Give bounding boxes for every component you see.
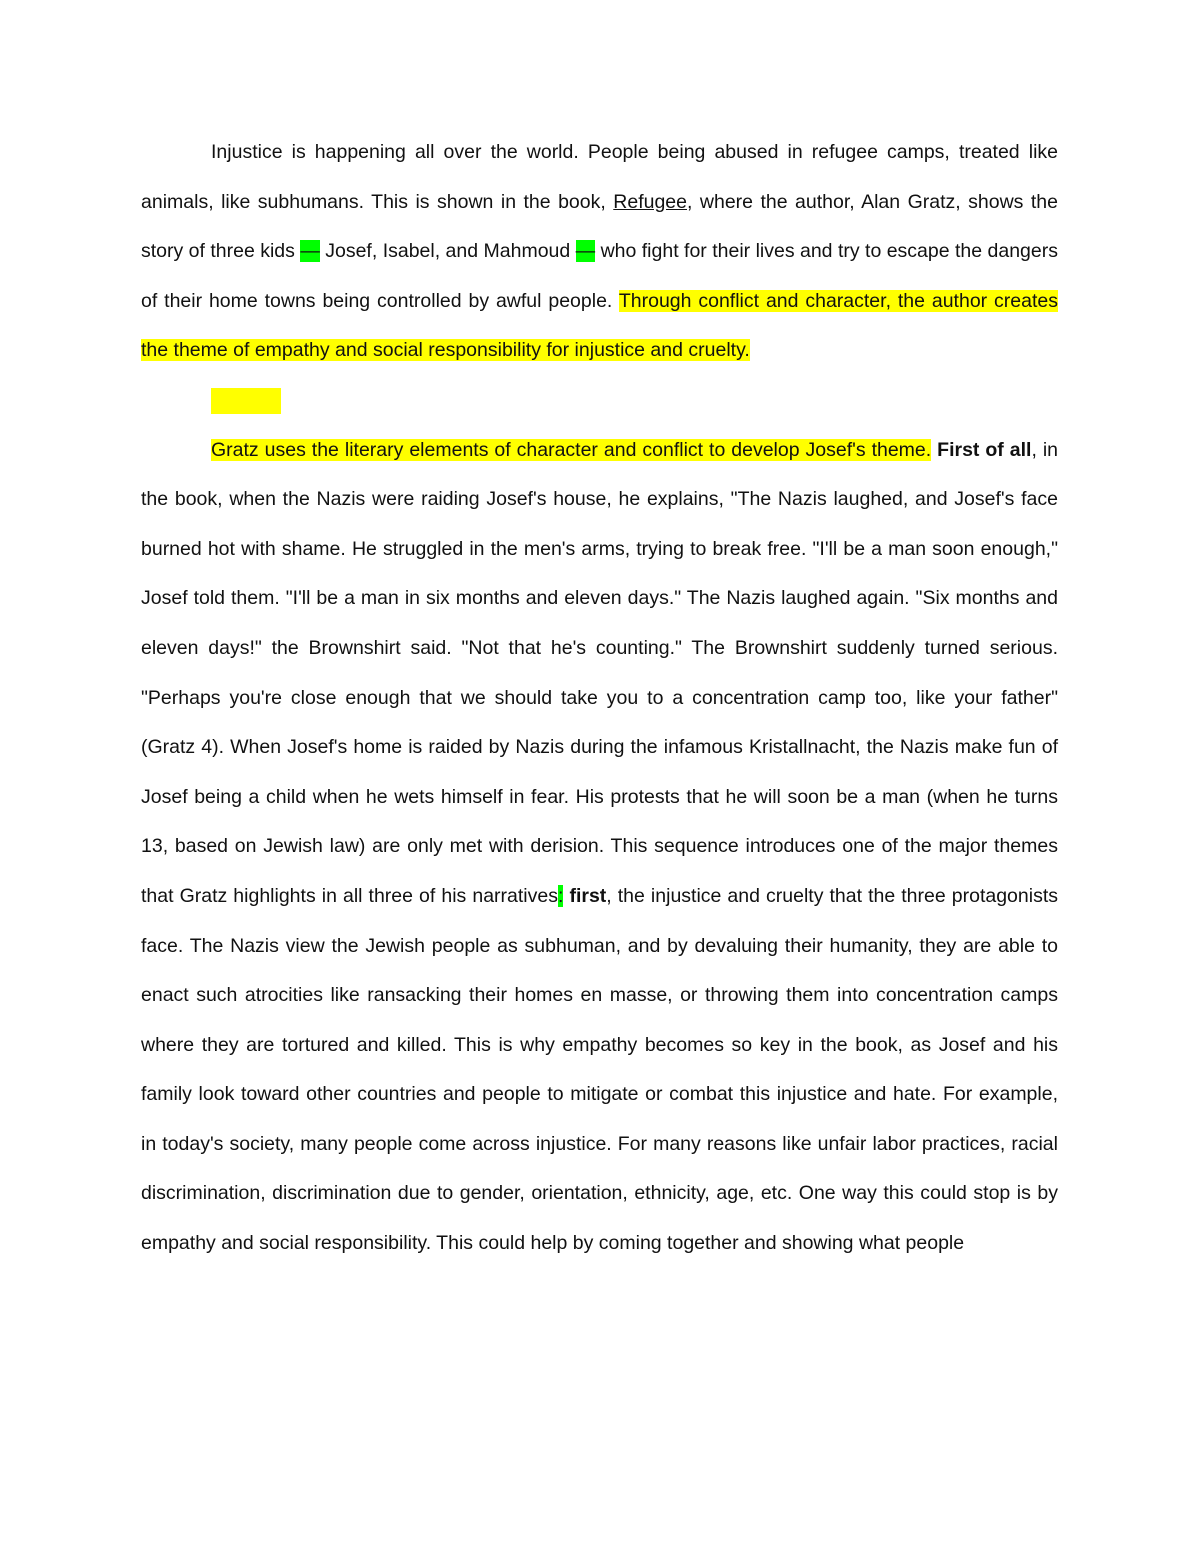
intro-paragraph: Injustice is happening all over the world. People being abused in refugee camps, treated like animals, like subhumans. This is shown in the book, Refugee, where the author, Alan Gratz, shows the story of three kids — Josef, Isabel, and Mahmoud — who fight for their lives and try to escape the dangers of their home towns being controlled by awful people. Through conflict and character, the author creates the theme of empathy and social responsibility for injustice and cruelty. [141, 141, 1058, 362]
body-paragraph: Gratz uses the literary elements of character and conflict to develop Josef's theme. First of all, in the book, when the Nazis were raiding Josef's house, he explains, "The Nazis laughed, and Josef's face burned hot with shame. He struggled in the men's arms, trying to break free. "I'll be a man soon enough," Josef told them. "I'll be a man in six months and eleven days." The Nazis laughed again. "Six months and eleven days!" the Brownshirt said. "Not that he's counting." The Brownshirt suddenly turned serious. "Perhaps you're close enough that we should take you to a concentration camp too, like your father" (Gratz 4). When Josef's home is raided by Nazis during the infamous Kristallnacht, the Nazis make fun of Josef being a child when he wets himself in fear. His protests that he will soon be a man (when he turns 13, based on Jewish law) are only met with derision. This sequence introduces one of the major themes that Gratz highlights in all three of his narratives: first, the injustice and cruelty that the three protagonists face. The Nazis view the Jewish people as subhuman, and by devaluing their humanity, they are able to enact such atrocities like ransacking their homes en masse, or throwing them into concentration camps where they are tortured and killed. This is why empathy becomes so key in the book, as Josef and his family look toward other countries and people to mitigate or combat this injustice and hate. For example, in today's society, many people come across injustice. For many reasons like unfair labor practices, racial discrimination, discrimination due to gender, orientation, ethnicity, age, etc. One way this could stop is by empathy and social responsibility. This could help by coming together and showing what people [141, 438, 1059, 1255]
highlighted-colon: : [557, 884, 564, 907]
book-title: Refugee [613, 190, 687, 213]
transition-first: first [569, 884, 607, 907]
essay-body [141, 128, 1058, 1269]
transition-first-of-all: First of all [937, 438, 1032, 461]
blank-highlight-line [141, 376, 1058, 426]
thesis-statement: Through conflict and character, the author creates the theme of empathy and social responsibility for injustice and cruelty. [141, 289, 1058, 362]
highlighted-dash: — [300, 240, 320, 263]
highlighted-dash: — [575, 240, 596, 263]
topic-sentence: Gratz uses the literary elements of character and conflict to develop Josef's theme. [211, 438, 932, 461]
empty-highlight [211, 388, 281, 414]
